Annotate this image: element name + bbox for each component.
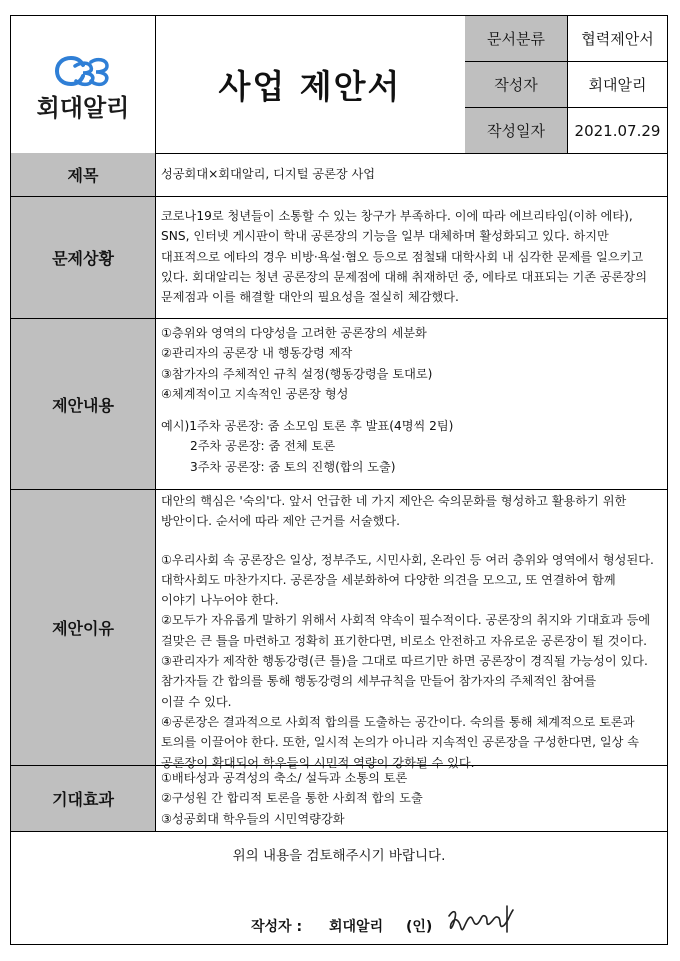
author-name: 회대알리: [329, 919, 384, 935]
section-content: [161, 491, 663, 773]
section-label: 문제상황: [11, 197, 156, 318]
meta-row-category: [465, 16, 667, 62]
section-label: 제안이유: [11, 490, 156, 765]
proposal-item: ②관리자의 공론장 내 행동강령 제작: [161, 346, 353, 361]
signature-row: [11, 910, 667, 940]
meta-row-date: [465, 108, 667, 153]
seal-mark: (인): [406, 919, 433, 935]
section-proposal: [11, 319, 667, 490]
section-label: 제안내용: [11, 319, 156, 489]
meta-key: 작성일자: [465, 108, 568, 153]
section-content: [161, 206, 663, 307]
meta-row-author: [465, 62, 667, 108]
proposal-item: ④체계적이고 지속적인 공론장 형성: [161, 386, 349, 401]
section-content: [161, 768, 663, 829]
section-effect: [11, 766, 667, 832]
meta-value: 협력제안서: [581, 30, 654, 48]
document-title: 사업 제안서: [155, 16, 466, 153]
document-header: [11, 16, 667, 154]
text-line: ①우리사회 속 공론장은 일상, 정부주도, 시민사회, 온라인 등 여러 층위와 영역에서 형성된다.: [161, 552, 654, 567]
text-line: 토의를 이끌어야 한다. 또한, 일시적 논의가 아니라 지속적인 공론장을 구성한다면, 일상 속: [161, 735, 640, 750]
closing-text: 위의 내용을 검토해주시기 바랍니다.: [232, 848, 446, 864]
effect-item: ②구성원 간 합리적 토론을 통한 사회적 합의 도출: [161, 791, 423, 806]
hoedae-ali-logo-icon: [51, 54, 115, 88]
section-content: [161, 164, 663, 184]
example-line: 예시)1주차 공론장: 줌 소모임 토론 후 발표(4명씩 2팀): [161, 419, 454, 434]
text-line: 대표적으로 에타의 경우 비방·욕설·혐오 등으로 점철돼 대학사회 내 심각한 문제를 일으키고: [161, 249, 644, 264]
text-line: 이끌 수 있다.: [161, 694, 232, 709]
section-content: [161, 323, 663, 477]
author-label: 작성자 :: [251, 919, 303, 935]
text-line: 걸맞은 큰 틀을 마련하고 정확히 표기한다면, 비로소 안전하고 자유로운 공론장이 될 것이다.: [161, 633, 647, 648]
text-line: 대학사회도 마찬가지다. 공론장을 세분화하여 다양한 의견을 모으고, 또 연결하여 함께: [161, 572, 616, 587]
section-label: 기대효과: [11, 766, 156, 831]
text-line: 문제점과 이를 해결할 대안의 필요성을 절실히 체감했다.: [161, 290, 459, 305]
text-line: ④공론장은 결과적으로 사회적 합의를 도출하는 공간이다. 숙의를 통해 체계적으로 토론과: [161, 714, 635, 729]
text-line: 이야기 나누어야 한다.: [161, 593, 279, 608]
meta-value: 회대알리: [588, 76, 647, 94]
section-problem: [11, 197, 667, 319]
closing-section: [11, 832, 667, 944]
text-line: 대안의 핵심은 '숙의'다. 앞서 언급한 네 가지 제안은 숙의문화를 형성하고 활용하기 위한: [161, 494, 627, 508]
text-line: 성공회대×회대알리, 디지털 공론장 사업: [161, 167, 376, 181]
proposal-item: ③참가자의 주체적인 규칙 설정(행동강령을 토대로): [161, 366, 433, 381]
text-line: 참가자들 간 합의를 통해 행동강령의 세부규칙을 만들어 참가자의 주체적인 참여를: [161, 674, 597, 689]
meta-value: 2021.07.29: [574, 121, 661, 140]
text-line: ③관리자가 제작한 행동강령(큰 틀)을 그대로 따르기만 하면 공론장이 경직될 가능성이 있다.: [161, 654, 648, 669]
text-line: SNS, 인터넷 게시판이 학내 공론장의 기능을 일부 대체하며 활성화되고 있다. 하지만: [161, 229, 609, 244]
section-reason: [11, 490, 667, 770]
example-line: 2주차 공론장: 줌 전체 토론: [190, 439, 336, 454]
meta-key: 작성자: [465, 62, 568, 107]
logo-text: 회대알리: [36, 94, 130, 122]
handwritten-signature-icon: [443, 902, 523, 940]
text-line: 있다. 회대알리는 청년 공론장의 문제점에 대해 취재하던 중, 에타로 대표되는 기존 공론장의: [161, 269, 647, 284]
effect-item: ③성공회대 학우들의 시민역량강화: [161, 811, 345, 826]
example-line: 3주차 공론장: 줌 토의 진행(합의 도출): [190, 459, 396, 474]
spacer: [161, 532, 663, 550]
spacer: [161, 404, 663, 416]
text-line: ②모두가 자유롭게 말하기 위해서 사회적 약속이 필수적이다. 공론장의 취지와 기대효과 등에: [161, 613, 651, 628]
proposal-document: [10, 15, 668, 945]
effect-item: ①배타성과 공격성의 축소/ 설득과 소통의 토론: [161, 771, 408, 785]
text-line: 코로나19로 청년들이 소통할 수 있는 창구가 부족하다. 이에 따라 에브리타임(이하 에타),: [161, 209, 633, 223]
text-line: 방안이다. 순서에 따라 제안 근거를 서술했다.: [161, 514, 401, 529]
section-label: 제목: [11, 153, 156, 196]
meta-key: 문서분류: [465, 16, 568, 61]
proposal-item: ①층위와 영역의 다양성을 고려한 공론장의 세분화: [161, 326, 427, 340]
text-line: 공론장이 확대되어 학우들의 시민적 역량이 강화될 수 있다.: [161, 755, 475, 770]
logo-cell: [11, 16, 156, 153]
meta-table: [465, 16, 667, 153]
section-subject: [11, 153, 667, 197]
